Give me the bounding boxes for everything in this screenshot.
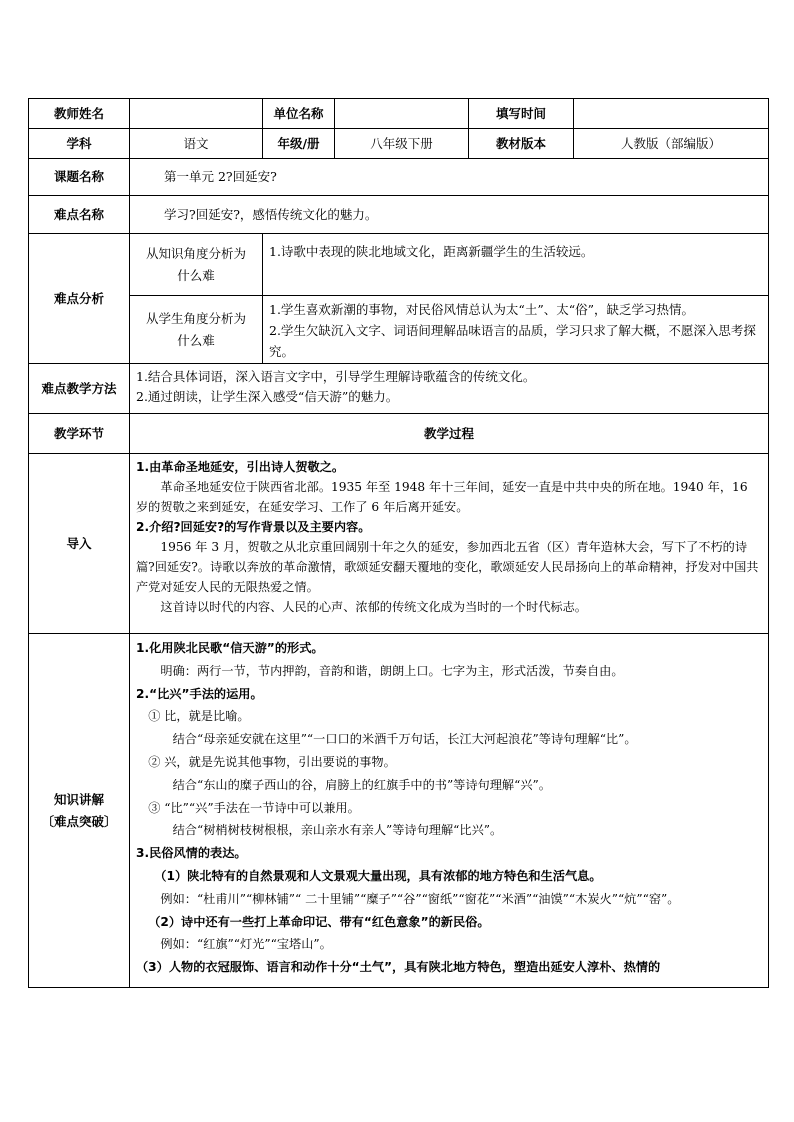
lesson-title-row — [29, 159, 769, 196]
intro-heading-2: 2.介绍?回延安?的写作背景以及主要内容。 — [136, 520, 371, 534]
knowledge-item-1-detail: 结合“母亲延安就在这里”“一口口的米酒千万句话，长江大河起浪花”等诗句理解“比”。 — [172, 732, 637, 747]
intro-heading-1: 1.由革命圣地延安，引出诗人贺敬之。 — [136, 460, 345, 474]
method-line: 2.通过朗读，让学生深入感受“信天游”的魅力。 — [136, 389, 399, 404]
knowledge-analysis-row — [29, 234, 769, 296]
knowledge-sub-3: （3）人物的衣冠服饰、语言和动作十分“土气”，具有陕北地方特色，塑造出延安人淳朴、热情的 — [136, 960, 661, 975]
teacher-name-label: 教师姓名 — [29, 99, 130, 129]
subject-label: 学科 — [29, 129, 130, 159]
subject-value: 语文 — [130, 129, 263, 159]
stage-label: 教学环节 — [29, 414, 130, 454]
edition-value: 人教版（部编版） — [574, 129, 769, 159]
difficulty-value: 学习?回延安?，感悟传统文化的魅力。 — [130, 196, 769, 234]
intro-paragraph-3: 这首诗以时代的内容、人民的心声、浓郁的传统文化成为当时的一个时代标志。 — [160, 600, 587, 614]
knowledge-label-line: 知识讲解 — [53, 791, 104, 807]
knowledge-heading-2: 2.“比兴”手法的运用。 — [136, 686, 263, 701]
lesson-plan-table — [28, 98, 769, 988]
method-text — [130, 364, 769, 414]
method-line: 1.结合具体词语，深入语言文字中，引导学生理解诗歌蕴含的传统文化。 — [136, 369, 536, 384]
student-angle-line: 1.学生喜欢新潮的事物，对民俗风情总认为太“土”、太“俗”，缺乏学习热情。 — [269, 302, 694, 317]
unit-name-label: 单位名称 — [263, 99, 335, 129]
student-angle-label: 从学生角度分析为什么难 — [130, 296, 263, 364]
knowledge-angle-text: 1.诗歌中表现的陕北地域文化，距离新疆学生的生活较远。 — [263, 234, 769, 296]
knowledge-sub-2-example: 例如：“红旗”“灯光”“宝塔山”。 — [160, 937, 332, 952]
intro-content — [130, 454, 769, 634]
knowledge-sub-1-example: 例如：“杜甫川”“柳林铺”“ 二十里铺”“糜子”“谷”“窗纸”“窗花”“米酒”“油馍”“木炭火”“炕”“窑”。 — [160, 891, 680, 906]
knowledge-item-2: ② 兴，就是先说其他事物，引出要说的事物。 — [148, 754, 396, 769]
knowledge-content — [130, 634, 769, 988]
method-row — [29, 364, 769, 414]
intro-row — [29, 454, 769, 634]
fill-date-label: 填写时间 — [469, 99, 574, 129]
knowledge-item-3: ③ “比”“兴”手法在一节诗中可以兼用。 — [148, 800, 360, 815]
knowledge-label-sub: 〔难点突破〕 — [41, 813, 117, 829]
header-row-1 — [29, 99, 769, 129]
intro-paragraph-1: 革命圣地延安位于陕西省北部。1935 年至 1948 年十三年间，延安一直是中共中央的所在地。1940 年，16 岁的贺敬之来到延安，在延安学习、工作了 6 年后离开延安。 — [136, 480, 748, 514]
knowledge-heading-3: 3.民俗风情的表达。 — [136, 846, 247, 861]
knowledge-row — [29, 634, 769, 988]
process-label: 教学过程 — [130, 414, 769, 454]
fill-date-field[interactable] — [574, 99, 769, 129]
difficulty-row — [29, 196, 769, 234]
knowledge-sub-1: （1）陕北特有的自然景观和人文景观大量出现，具有浓郁的地方特色和生活气息。 — [154, 868, 602, 883]
teacher-name-field[interactable] — [130, 99, 263, 129]
intro-label: 导入 — [29, 454, 130, 634]
knowledge-label — [29, 634, 130, 988]
analysis-label: 难点分析 — [29, 234, 130, 364]
knowledge-paragraph-1: 明确：两行一节，节内押韵，音韵和谐，朗朗上口。七字为主，形式活泼，节奏自由。 — [160, 663, 624, 678]
grade-label: 年级/册 — [263, 129, 335, 159]
knowledge-angle-label: 从知识角度分析为什么难 — [130, 234, 263, 296]
knowledge-sub-2: （2）诗中还有一些打上革命印记、带有“红色意象”的新民俗。 — [148, 914, 490, 929]
student-analysis-row — [29, 296, 769, 364]
knowledge-heading-1: 1.化用陕北民歌“信天游”的形式。 — [136, 641, 324, 655]
edition-label: 教材版本 — [469, 129, 574, 159]
knowledge-item-2-detail: 结合“东山的糜子西山的谷，肩膀上的红旗手中的书”等诗句理解“兴”。 — [172, 777, 551, 792]
student-angle-line: 2.学生欠缺沉入文字、词语间理解品味语言的品质，学习只求了解大概，不愿深入思考探究。 — [269, 323, 756, 359]
grade-value: 八年级下册 — [335, 129, 469, 159]
process-header-row — [29, 414, 769, 454]
unit-name-field[interactable] — [335, 99, 469, 129]
method-label: 难点教学方法 — [29, 364, 130, 414]
lesson-title-value: 第一单元 2?回延安? — [130, 159, 769, 196]
knowledge-item-1: ① 比，就是比喻。 — [148, 709, 250, 724]
lesson-title-label: 课题名称 — [29, 159, 130, 196]
difficulty-label: 难点名称 — [29, 196, 130, 234]
header-row-2 — [29, 129, 769, 159]
student-angle-text — [263, 296, 769, 364]
knowledge-item-3-detail: 结合“树梢树枝树根根，亲山亲水有亲人”等诗句理解“比兴”。 — [172, 823, 503, 838]
intro-paragraph-2: 1956 年 3 月，贺敬之从北京重回阔别十年之久的延安，参加西北五省（区）青年造林大会，写下了不朽的诗篇?回延安?。诗歌以奔放的革命激情，歌颂延安翻天覆地的变化，歌颂延安人民昂扬向上的革命精神，抒发对中国共产党对延安人民的无限热爱之情。 — [136, 540, 759, 594]
